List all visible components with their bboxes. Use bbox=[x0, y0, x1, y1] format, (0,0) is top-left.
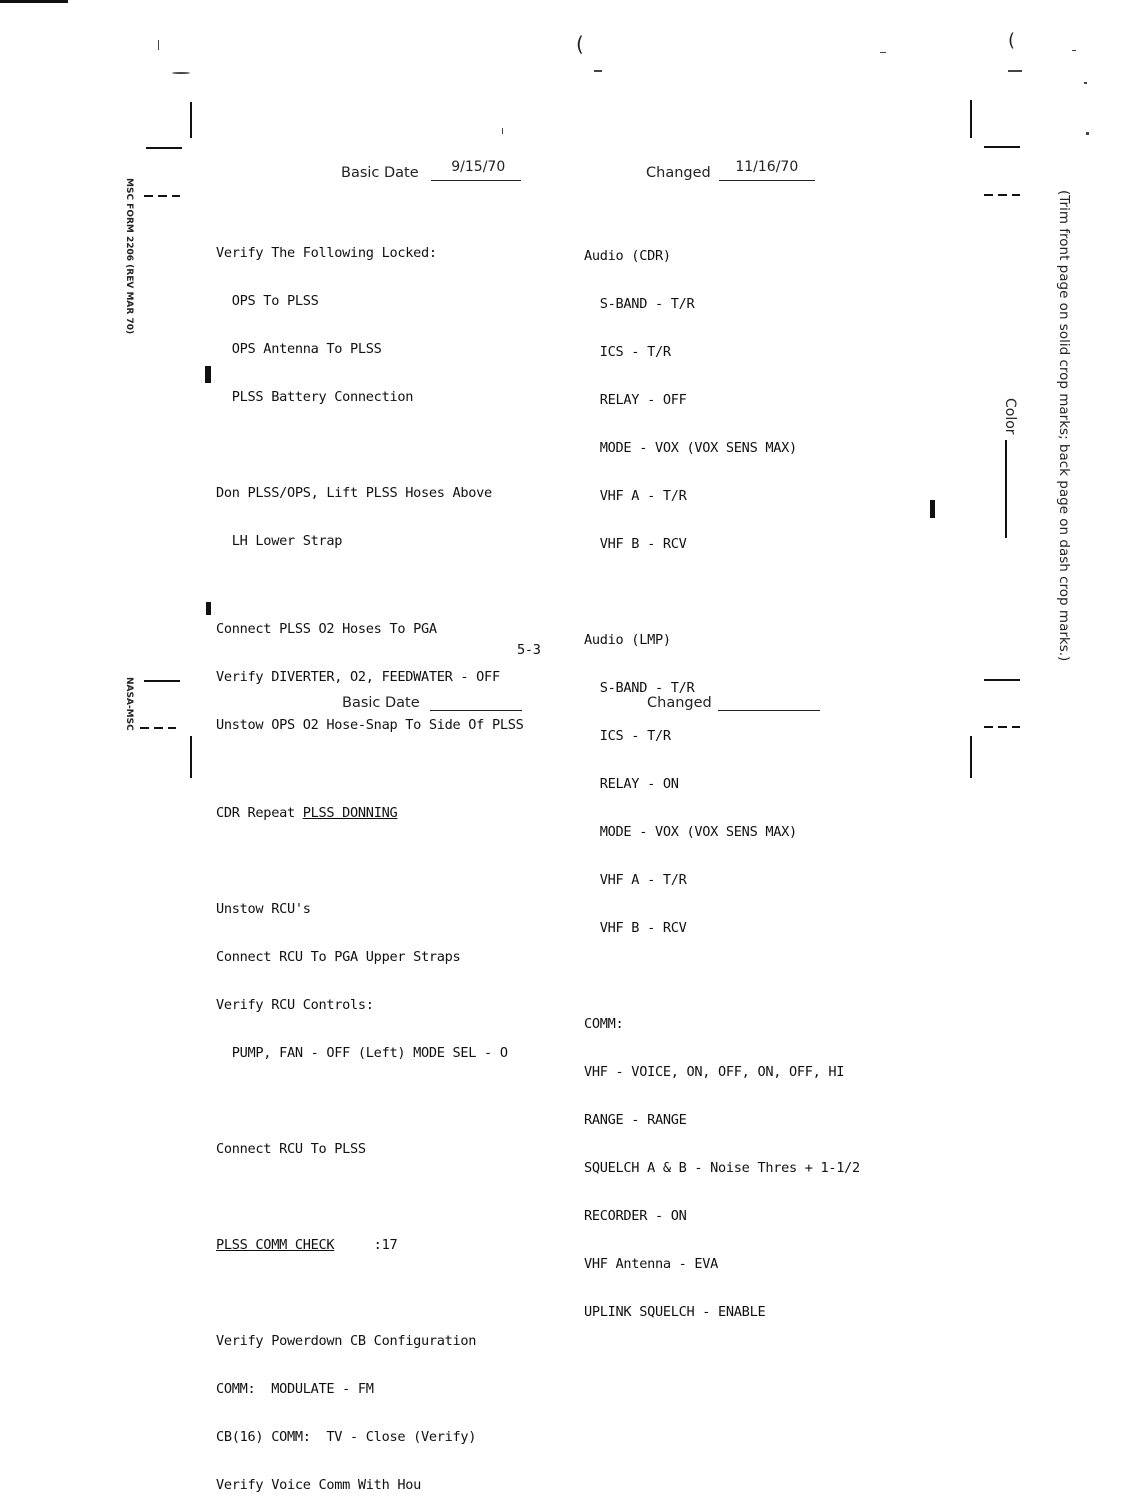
crop-mark-vertical bbox=[970, 100, 972, 138]
crop-mark-dash bbox=[144, 195, 180, 197]
text-line: Unstow OPS O2 Hose-Snap To Side Of PLSS bbox=[216, 717, 524, 733]
color-label: Color bbox=[1002, 398, 1018, 435]
plss-donning-ref: PLSS DONNING bbox=[302, 805, 398, 821]
text-line: CB(16) COMM: TV - Close (Verify) bbox=[216, 1429, 477, 1445]
scan-speck bbox=[1008, 70, 1022, 72]
text-line: RELAY - OFF bbox=[584, 392, 687, 408]
text-line: VHF B - RCV bbox=[584, 536, 687, 552]
scan-speck bbox=[594, 70, 602, 72]
text-line: LH Lower Strap bbox=[216, 533, 343, 549]
text-line: S-BAND - T/R bbox=[584, 680, 695, 696]
corner-mark bbox=[0, 0, 68, 3]
text-line: MODE - VOX (VOX SENS MAX) bbox=[584, 824, 797, 840]
right-column bbox=[584, 216, 860, 1336]
scan-speck bbox=[1086, 132, 1089, 135]
margin-mark bbox=[930, 500, 935, 518]
elapsed-time: :17 bbox=[334, 1237, 398, 1253]
text-line: VHF - VOICE, ON, OFF, ON, OFF, HI bbox=[584, 1064, 845, 1080]
trim-note: (Trim front page on solid crop marks; back page on dash crop marks.) bbox=[1056, 190, 1072, 662]
form-number: MSC FORM 2206 (REV MAR 70) bbox=[124, 178, 134, 335]
text-line: S-BAND - T/R bbox=[584, 296, 695, 312]
text-line: RANGE - RANGE bbox=[584, 1112, 687, 1128]
text-line: COMM: bbox=[584, 1016, 624, 1032]
text-line: OPS To PLSS bbox=[216, 293, 319, 309]
footer-basic-date-blank bbox=[430, 694, 522, 711]
scan-speck bbox=[1084, 82, 1087, 84]
text-line: OPS Antenna To PLSS bbox=[216, 341, 382, 357]
header-changed bbox=[646, 159, 815, 181]
footer-basic-date-label: Basic Date bbox=[342, 695, 420, 711]
text-line: RECORDER - ON bbox=[584, 1208, 687, 1224]
left-column bbox=[216, 213, 523, 1509]
scan-paren: ( bbox=[1008, 30, 1016, 51]
change-bar bbox=[206, 602, 211, 615]
crop-mark-vertical bbox=[970, 736, 972, 778]
footer-changed bbox=[647, 694, 820, 711]
text-line: VHF Antenna - EVA bbox=[584, 1256, 719, 1272]
scan-speck bbox=[1072, 50, 1076, 51]
text-line: Verify DIVERTER, O2, FEEDWATER - OFF bbox=[216, 669, 500, 685]
crop-mark-dash bbox=[984, 194, 1020, 196]
changed-label: Changed bbox=[646, 165, 711, 181]
crop-mark-solid bbox=[144, 680, 180, 682]
text-line: Connect PLSS O2 Hoses To PGA bbox=[216, 621, 437, 637]
basic-date-value: 9/15/70 bbox=[451, 159, 506, 175]
page-number: 5-3 bbox=[517, 642, 541, 658]
text-line: Don PLSS/OPS, Lift PLSS Hoses Above bbox=[216, 485, 492, 501]
text-line: Verify The Following Locked: bbox=[216, 245, 437, 261]
crop-mark-dash bbox=[984, 726, 1020, 728]
text-line: ICS - T/R bbox=[584, 728, 671, 744]
text-line: Verify RCU Controls: bbox=[216, 997, 374, 1013]
footer-changed-blank bbox=[718, 694, 820, 711]
crop-mark-solid bbox=[146, 147, 182, 149]
scan-speck bbox=[158, 40, 159, 50]
text-line: PUMP, FAN - OFF (Left) MODE SEL - O bbox=[216, 1045, 508, 1061]
text-line: SQUELCH A & B - Noise Thres + 1-1/2 bbox=[584, 1160, 860, 1176]
text-line: RELAY - ON bbox=[584, 776, 679, 792]
scan-speck bbox=[502, 128, 503, 134]
change-bar bbox=[205, 366, 211, 383]
text-line: VHF A - T/R bbox=[584, 872, 687, 888]
text-line: Connect RCU To PGA Upper Straps bbox=[216, 949, 461, 965]
crop-mark-solid bbox=[984, 679, 1020, 681]
plss-comm-check-heading: PLSS COMM CHECK bbox=[216, 1237, 335, 1253]
text-line: Unstow RCU's bbox=[216, 901, 311, 917]
text-line: Audio (LMP) bbox=[584, 632, 671, 648]
footer-changed-label: Changed bbox=[647, 695, 712, 711]
text-line: Verify Voice Comm With Hou bbox=[216, 1477, 421, 1493]
text-line: VHF B - RCV bbox=[584, 920, 687, 936]
footer-basic-date bbox=[342, 694, 522, 711]
text-line: UPLINK SQUELCH - ENABLE bbox=[584, 1304, 766, 1320]
text-line: COMM: MODULATE - FM bbox=[216, 1381, 374, 1397]
crop-mark-vertical bbox=[190, 736, 192, 778]
color-blank-line bbox=[1005, 440, 1007, 538]
text-line: ICS - T/R bbox=[584, 344, 671, 360]
agency-label: NASA-MSC bbox=[124, 677, 134, 731]
basic-date-label: Basic Date bbox=[341, 165, 419, 181]
header-basic-date bbox=[341, 159, 521, 181]
text-line bbox=[216, 1237, 523, 1253]
scan-speck bbox=[172, 72, 190, 74]
changed-value: 11/16/70 bbox=[735, 159, 799, 175]
scan-speck bbox=[880, 52, 886, 53]
text-line: Verify Powerdown CB Configuration bbox=[216, 1333, 477, 1349]
cdr-repeat-label: CDR Repeat bbox=[216, 805, 303, 821]
changed-blank bbox=[719, 159, 815, 181]
crop-mark-vertical bbox=[190, 102, 192, 138]
scan-paren: ( bbox=[576, 32, 584, 56]
text-line: PLSS Battery Connection bbox=[216, 389, 414, 405]
crop-mark-solid bbox=[984, 146, 1020, 148]
text-line: Connect RCU To PLSS bbox=[216, 1141, 366, 1157]
crop-mark-dash bbox=[140, 727, 176, 729]
text-line: VHF A - T/R bbox=[584, 488, 687, 504]
basic-date-blank bbox=[431, 159, 521, 181]
text-line bbox=[216, 805, 523, 821]
text-line: Audio (CDR) bbox=[584, 248, 671, 264]
text-line: MODE - VOX (VOX SENS MAX) bbox=[584, 440, 797, 456]
